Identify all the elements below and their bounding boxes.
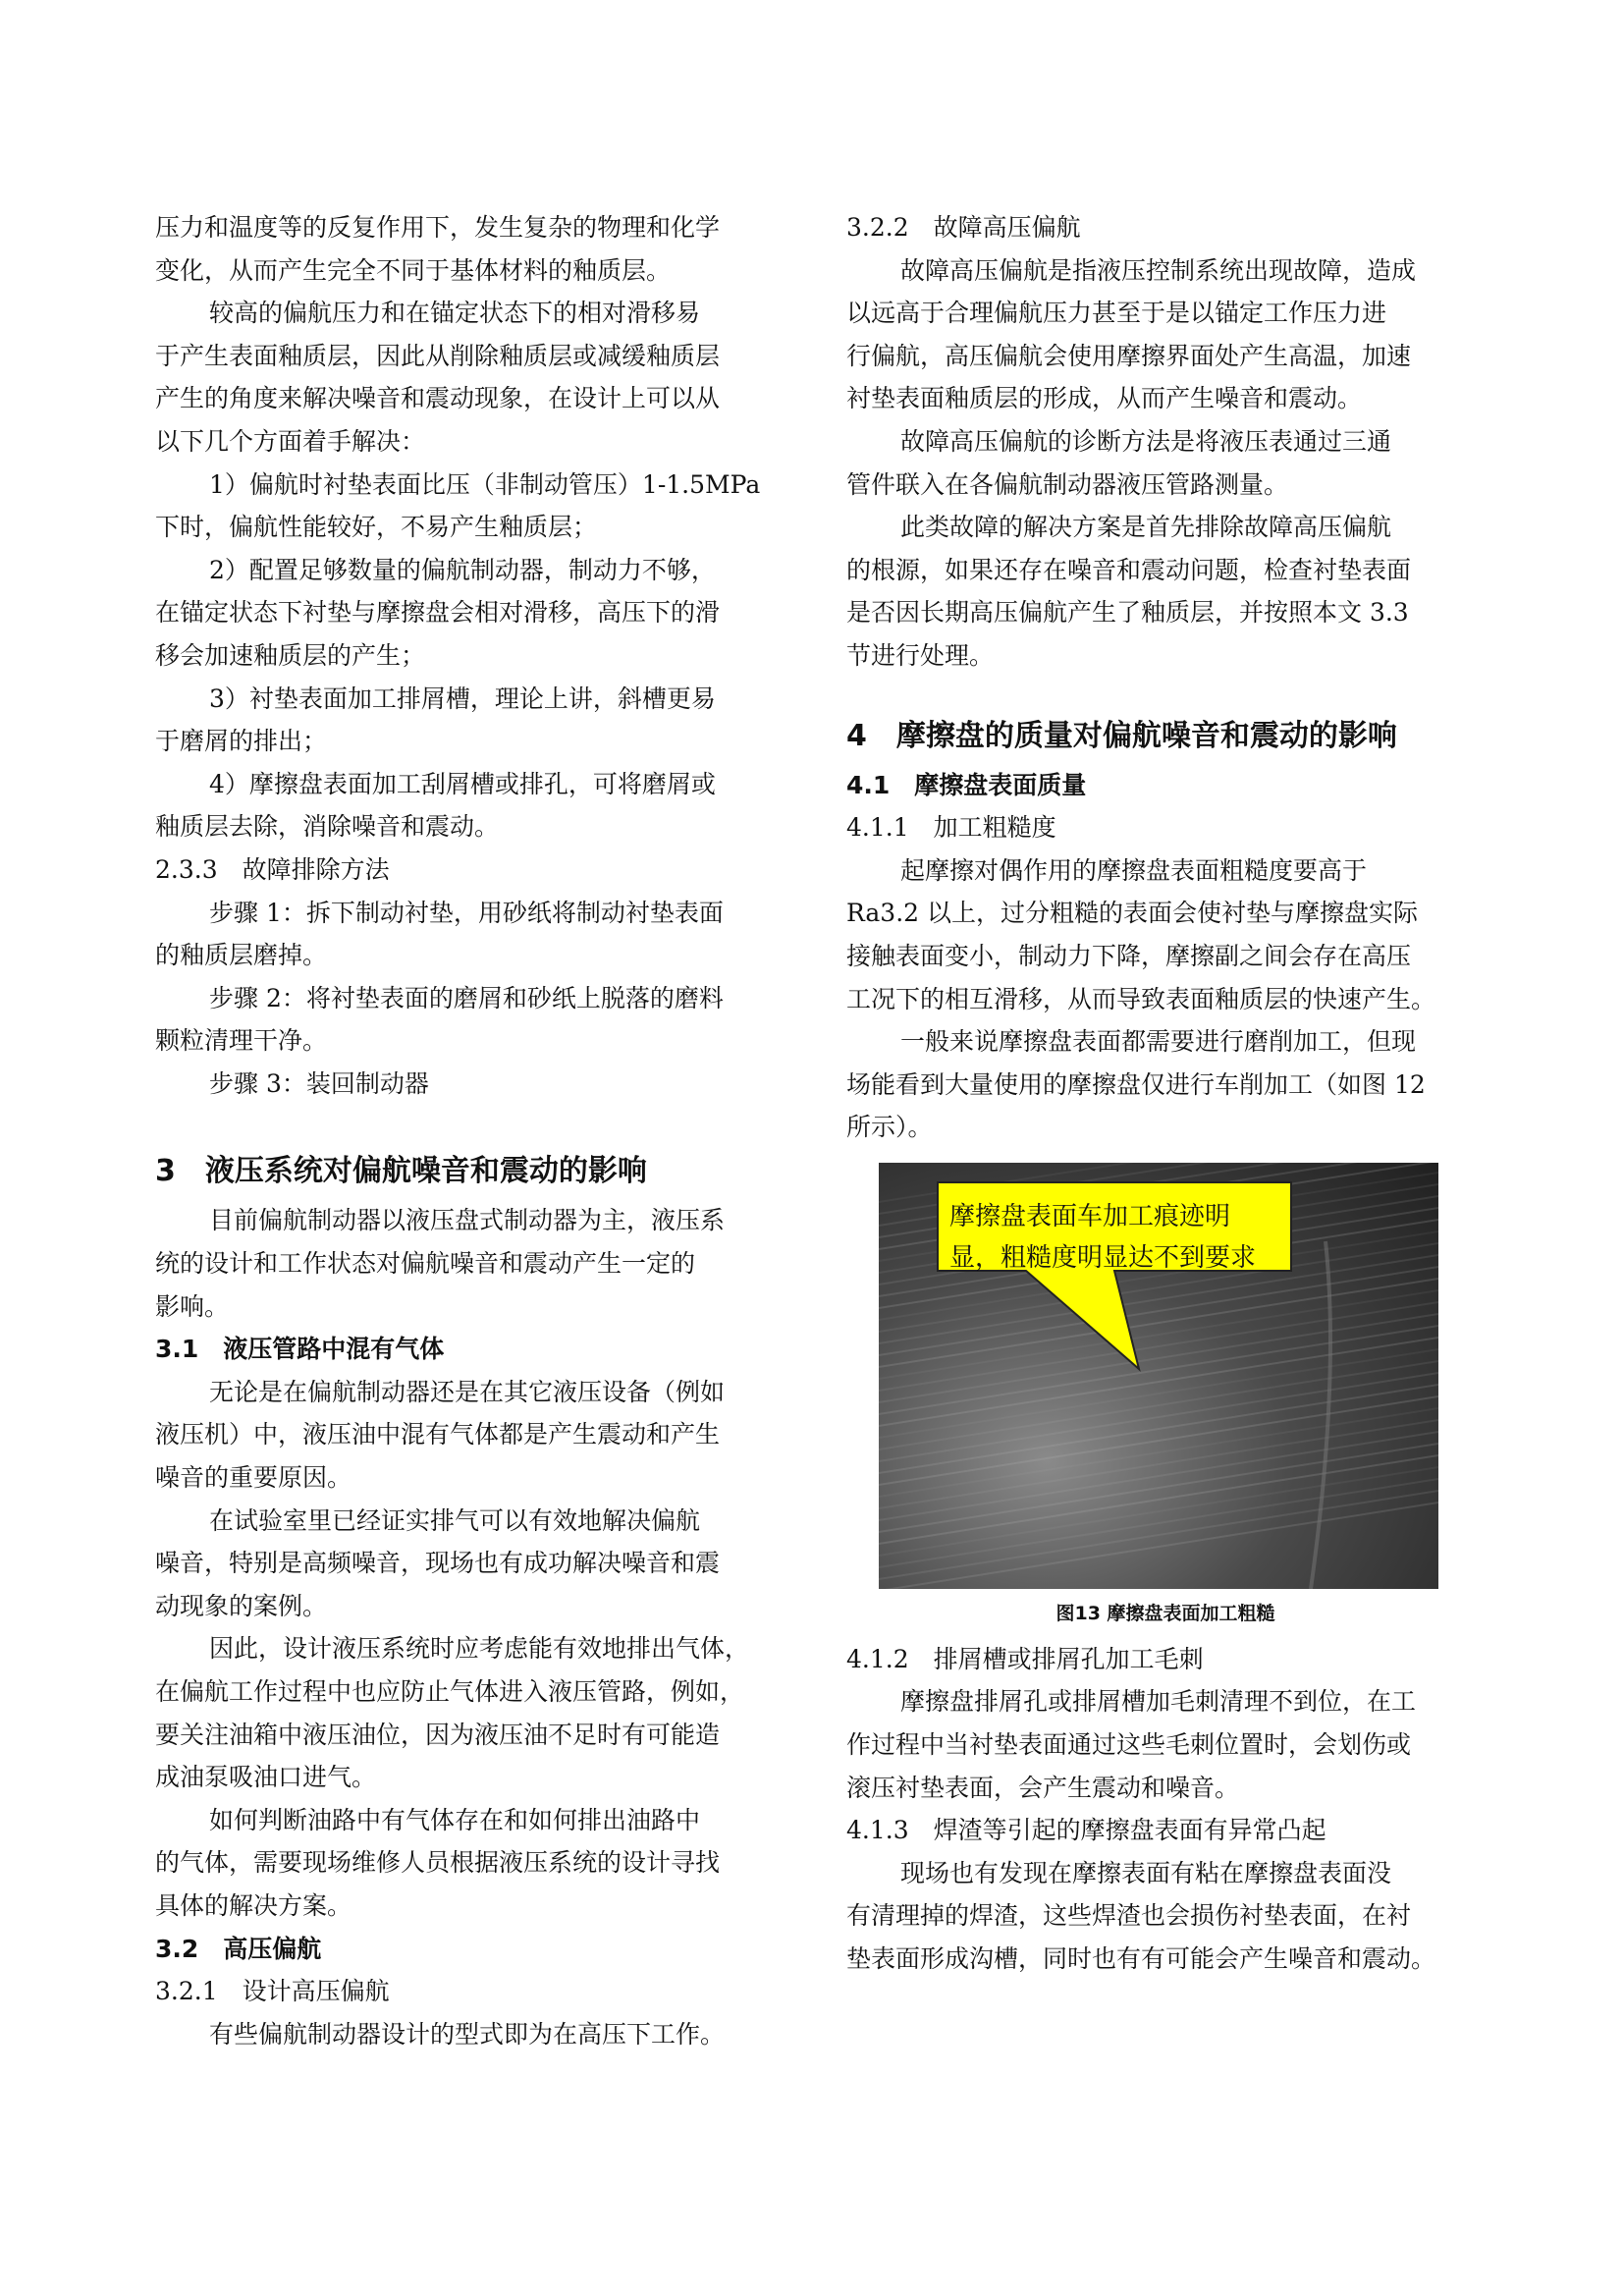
text-line: 2）配置足够数量的偏航制动器，制动力不够， <box>209 555 716 584</box>
subsection-heading: 4.1 摩擦盘表面质量 <box>846 770 1087 799</box>
text-line: 衬垫表面釉质层的形成，从而产生噪音和震动。 <box>846 384 1363 413</box>
text-line: 行偏航，高压偏航会使用摩擦界面处产生高温，加速 <box>846 341 1412 370</box>
section-heading: 3 液压系统对偏航噪音和震动的影响 <box>155 1154 647 1189</box>
text-line: 作过程中当衬垫表面通过这些毛刺位置时，会划伤或 <box>846 1730 1412 1760</box>
text-line: 噪音，特别是高频噪音，现场也有成功解决噪音和震 <box>155 1549 721 1578</box>
text-line: 4.1.3 焊渣等引起的摩擦盘表面有异常凸起 <box>846 1816 1326 1845</box>
text-line: 起摩擦对偶作用的摩擦盘表面粗糙度要高于 <box>900 855 1368 885</box>
text-line: 无论是在偏航制动器还是在其它液压设备（例如 <box>209 1377 726 1406</box>
figure-caption: 图13 摩擦盘表面加工粗糙 <box>1055 1602 1275 1624</box>
text-line: 故障高压偏航的诊断方法是将液压表通过三通 <box>900 426 1392 456</box>
spacer <box>155 1105 793 1144</box>
text-line: 成油泵吸油口进气。 <box>155 1763 377 1792</box>
text-line: 摩擦盘排屑孔或排屑槽加毛刺清理不到位，在工 <box>900 1687 1417 1717</box>
text-line: 以下几个方面着手解决： <box>155 426 426 456</box>
text-line: 故障高压偏航是指液压控制系统出现故障，造成 <box>900 255 1417 285</box>
text-line: 液压机）中，液压油中混有气体都是产生震动和产生 <box>155 1420 721 1449</box>
text-line: 因此，设计液压系统时应考虑能有效地排出气体， <box>209 1634 750 1664</box>
text-line: 1）偏航时衬垫表面比压（非制动管压）1-1.5MPa <box>209 469 761 499</box>
subsection-heading: 3.2 高压偏航 <box>155 1934 322 1963</box>
text-line: 4）摩擦盘表面加工刮屑槽或排孔，可将磨屑或 <box>209 769 716 798</box>
text-line: 在偏航工作过程中也应防止气体进入液压管路，例如， <box>155 1677 745 1706</box>
text-line: 釉质层去除，消除噪音和震动。 <box>155 812 500 842</box>
text-line: 有清理掉的焊渣，这些焊渣也会损伤衬垫表面，在衬 <box>846 1901 1412 1931</box>
text-line: 所示）。 <box>846 1113 933 1142</box>
text-line: 工况下的相互滑移，从而导致表面釉质层的快速产生。 <box>846 984 1436 1013</box>
text-line: 动现象的案例。 <box>155 1591 328 1620</box>
text-line: 在锚定状态下衬垫与摩擦盘会相对滑移，高压下的滑 <box>155 598 721 628</box>
text-line: 目前偏航制动器以液压盘式制动器为主，液压系 <box>209 1206 726 1235</box>
text-line: 步骤 1：拆下制动衬垫，用砂纸将制动衬垫表面 <box>209 898 724 927</box>
left-column <box>155 206 793 2055</box>
callout-line: 摩擦盘表面车加工痕迹明 <box>949 1201 1231 1231</box>
text-line: 于产生表面釉质层，因此从削除釉质层或减缓釉质层 <box>155 341 721 370</box>
text-line: 管件联入在各偏航制动器液压管路测量。 <box>846 469 1289 499</box>
text-line: 以远高于合理偏航压力甚至于是以锚定工作压力进 <box>846 299 1387 328</box>
text-line: 影响。 <box>155 1291 230 1321</box>
text-line: 3.2.1 设计高压偏航 <box>155 1977 390 2006</box>
text-line: 压力和温度等的反复作用下，发生复杂的物理和化学 <box>155 213 721 242</box>
spacer <box>846 678 1485 709</box>
text-line: 步骤 2：将衬垫表面的磨屑和砂纸上脱落的磨料 <box>209 983 724 1012</box>
text-line: 3.2.2 故障高压偏航 <box>846 213 1081 242</box>
text-line: 要关注油箱中液压油位，因为液压油不足时有可能造 <box>155 1720 721 1749</box>
section-heading: 4 摩擦盘的质量对偏航噪音和震动的影响 <box>846 718 1397 753</box>
figure-friction-disc-photo <box>879 1163 1438 1589</box>
text-line: 接触表面变小，制动力下降，摩擦副之间会存在高压 <box>846 941 1412 970</box>
text-line: 一般来说摩擦盘表面都需要进行磨削加工，但现 <box>900 1027 1417 1057</box>
text-line: 场能看到大量使用的摩擦盘仅进行车削加工（如图 12 <box>846 1069 1426 1099</box>
text-line: 节进行处理。 <box>846 640 995 670</box>
text-line: 噪音的重要原因。 <box>155 1463 352 1493</box>
text-line: 变化，从而产生完全不同于基体材料的釉质层。 <box>155 255 672 285</box>
text-line: 下时，偏航性能较好，不易产生釉质层； <box>155 513 598 542</box>
text-line: 移会加速釉质层的产生； <box>155 640 426 670</box>
text-line: 此类故障的解决方案是首先排除故障高压偏航 <box>900 513 1392 542</box>
text-line: 统的设计和工作状态对偏航噪音和震动产生一定的 <box>155 1249 696 1279</box>
text-line: 于磨屑的排出； <box>155 727 328 756</box>
callout-line: 显，粗糙度明显达不到要求 <box>949 1242 1257 1273</box>
text-line: 较高的偏航压力和在锚定状态下的相对滑移易 <box>209 299 701 328</box>
text-line: 现场也有发现在摩擦表面有粘在摩擦盘表面没 <box>900 1858 1392 1887</box>
text-line: 步骤 3：装回制动器 <box>209 1068 429 1098</box>
text-line: 3）衬垫表面加工排屑槽，理论上讲，斜槽更易 <box>209 683 716 713</box>
text-line: 产生的角度来解决噪音和震动现象，在设计上可以从 <box>155 384 721 413</box>
text-line: Ra3.2 以上，过分粗糙的表面会使衬垫与摩擦盘实际 <box>846 899 1419 928</box>
text-line: 在试验室里已经证实排气可以有效地解决偏航 <box>209 1505 701 1535</box>
text-line: 4.1.2 排屑槽或排屑孔加工毛刺 <box>846 1644 1204 1673</box>
text-line: 如何判断油路中有气体存在和如何排出油路中 <box>209 1805 701 1834</box>
right-column <box>846 206 1485 1981</box>
text-line: 的釉质层磨掉。 <box>155 941 328 970</box>
text-line: 垫表面形成沟槽，同时也有有可能会产生噪音和震动。 <box>846 1944 1436 1974</box>
text-line: 具体的解决方案。 <box>155 1890 352 1920</box>
callout-text <box>949 1196 1283 1279</box>
text-line: 4.1.1 加工粗糙度 <box>846 813 1056 843</box>
text-line: 有些偏航制动器设计的型式即为在高压下工作。 <box>209 2019 726 2049</box>
text-line: 的根源，如果还存在噪音和震动问题，检查衬垫表面 <box>846 555 1412 584</box>
text-line: 滚压衬垫表面，会产生震动和噪音。 <box>846 1773 1240 1802</box>
text-line: 是否因长期高压偏航产生了釉质层，并按照本文 3.3 <box>846 598 1409 628</box>
text-line: 的气体，需要现场维修人员根据液压系统的设计寻找 <box>155 1848 721 1878</box>
text-line: 颗粒清理干净。 <box>155 1026 328 1056</box>
text-line: 2.3.3 故障排除方法 <box>155 854 390 884</box>
subsection-heading: 3.1 液压管路中混有气体 <box>155 1335 445 1364</box>
